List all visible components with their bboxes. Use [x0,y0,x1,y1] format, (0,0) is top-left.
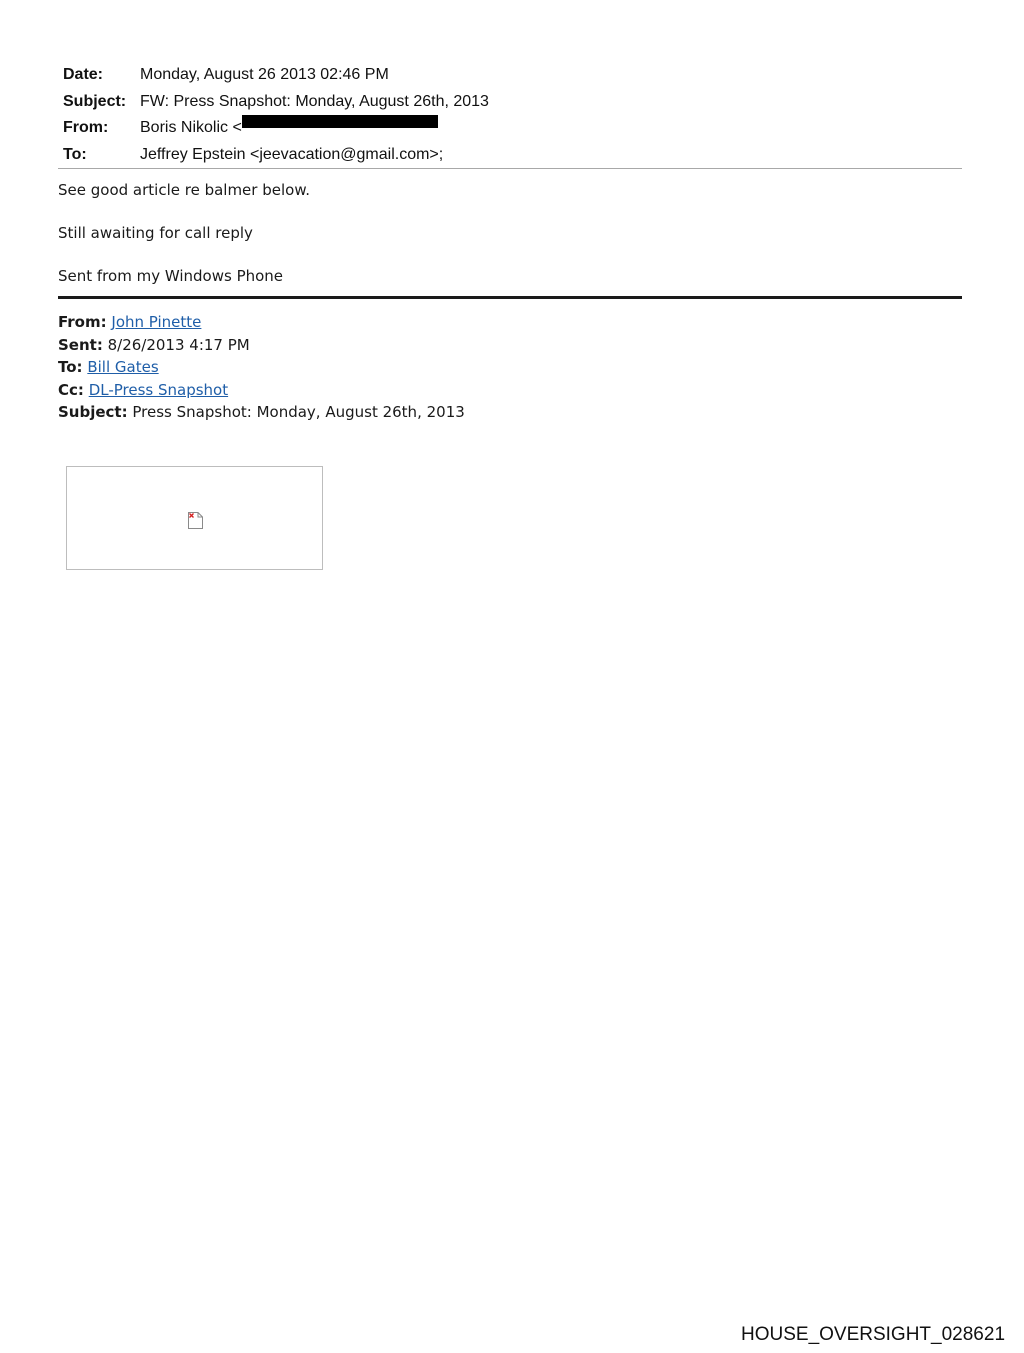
header-date-row [63,62,489,89]
fwd-subject-label: Subject: [58,403,128,421]
forward-divider [58,296,962,299]
from-label: From: [63,119,109,136]
fwd-sent-label: Sent: [58,335,103,354]
fwd-sent-row [58,334,465,357]
header-to-row [63,142,489,169]
fwd-cc-label: Cc: [58,380,84,399]
subject-label: Subject: [63,92,127,110]
to-value: Jeffrey Epstein <jeevacation@gmail.com>; [140,145,444,163]
fwd-to-label: To: [58,358,83,376]
fwd-subject-value: Press Snapshot: Monday, August 26th, 2013 [132,403,465,421]
fwd-to-link[interactable]: Bill Gates [87,358,159,376]
message-signature: Sent from my Windows Phone [58,267,284,285]
from-value: Boris Nikolic < [140,119,242,136]
message-line-2: Still awaiting for call reply [58,224,253,242]
header-from-row [63,115,489,142]
fwd-from-link[interactable]: John Pinette [111,313,202,331]
fwd-cc-row [58,379,465,402]
email-header [63,62,489,168]
date-value: Monday, August 26 2013 02:46 PM [140,66,389,83]
image-placeholder [66,466,323,570]
broken-image-icon [187,511,204,530]
message-line-1: See good article re balmer below. [58,181,310,199]
subject-value: FW: Press Snapshot: Monday, August 26th, 2013 [140,92,489,110]
date-label: Date: [63,66,104,83]
forwarded-header [58,311,465,424]
fwd-cc-link[interactable]: DL-Press Snapshot [88,380,229,399]
bates-number: HOUSE_OVERSIGHT_028621 [741,1324,1006,1345]
fwd-to-row [58,356,465,379]
fwd-from-row [58,311,465,334]
header-subject-row [63,89,489,116]
fwd-subject-row [58,401,465,424]
fwd-sent-value: 8/26/2013 4:17 PM [107,335,250,354]
fwd-from-label: From: [58,313,107,331]
redaction-bar [242,115,438,128]
to-label: To: [63,145,87,163]
header-divider [58,168,962,169]
